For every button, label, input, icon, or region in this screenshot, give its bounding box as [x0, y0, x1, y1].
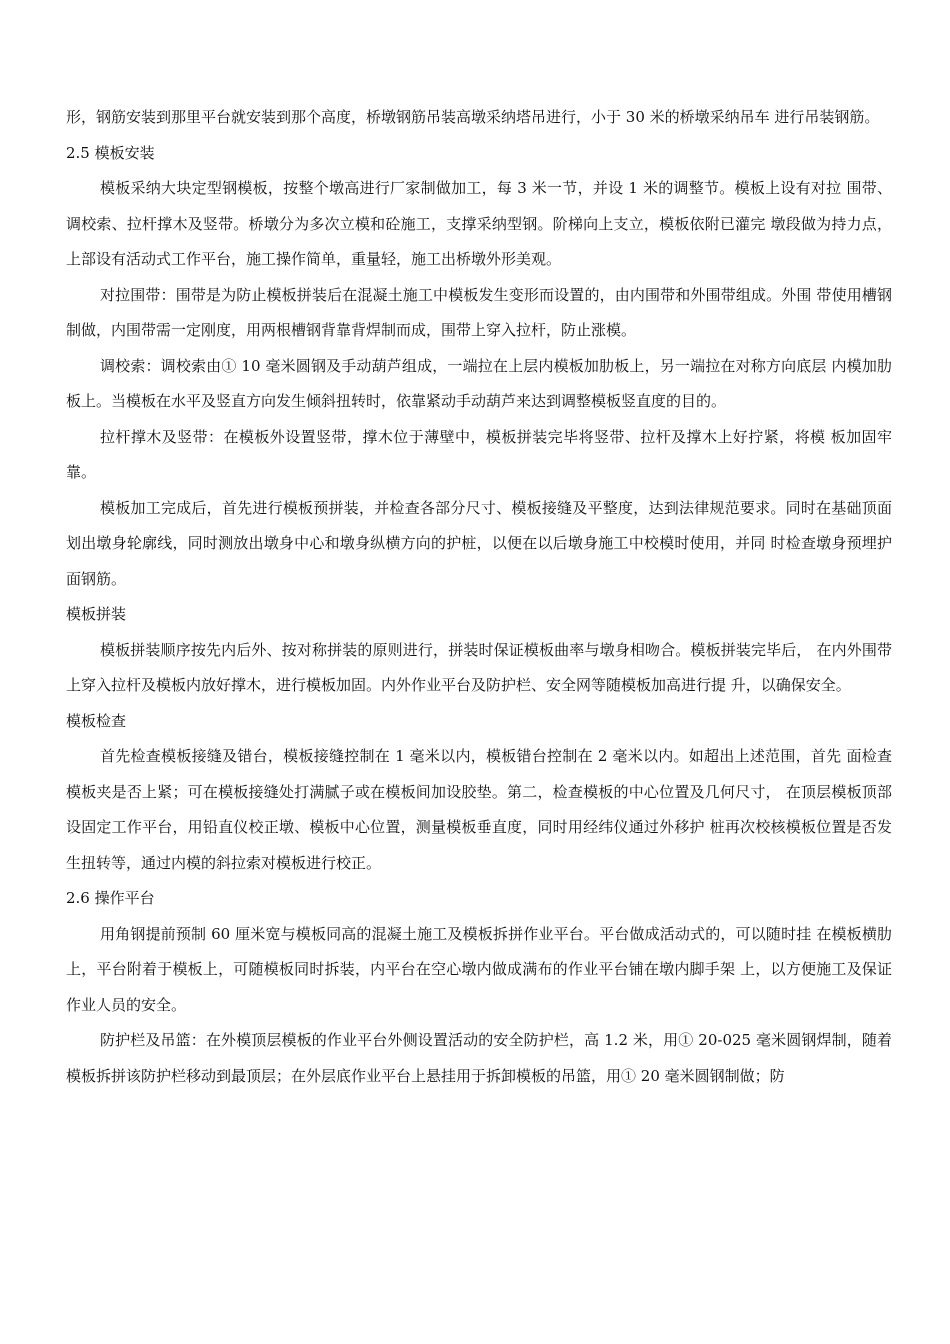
subheading-formwork-inspection: 模板检查: [66, 711, 127, 730]
paragraph-rebar-continuation: 形，钢筋安装到那里平台就安装到那个高度，桥墩钢筋吊装高墩采纳塔吊进行，小于 30 米的桥墩采纳吊车 进行吊装钢筋。: [66, 108, 880, 126]
paragraph-pre-assembly: 模板加工完成后，首先进行模板预拼装，并检查各部分尺寸、模板接缝及平整度，达到法律规范要求。同时在基础顶面划出墩身轮廓线，同时测放出墩身中心和墩身纵横方向的护桩，以便在以后墩身施工中校模时使用，并同 时检查墩身预埋护面钢筋。: [66, 498, 892, 588]
paragraph-brace-and-vertical-band: 拉杆撑木及竖带：在模板外设置竖带，撑木位于薄壁中，模板拼装完毕将竖带、拉杆及撑木上好拧紧，将模 板加固牢靠。: [66, 427, 892, 481]
paragraph-inspection: 首先检查模板接缝及错台，模板接缝控制在 1 毫米以内，模板错台控制在 2 毫米以内。如超出上述范围，首先 面检查模板夹是否上紧；可在模板接缝处打满腻子或在模板间加设胶垫。第二，检查模板的中心位置及几何尺寸， 在顶层模板顶部设固定工作平台，用铅直仪校正墩、模板中心位置，测量模板垂直度，同时用经纬仪通过外移护 桩再次校核模板位置是否发生扭转等，通过内模的斜拉索对模板进行校正。: [66, 747, 892, 872]
paragraph-guardrail-and-basket: 防护栏及吊篮：在外模顶层模板的作业平台外侧设置活动的安全防护栏，高 1.2 米，用① 20-025 毫米圆钢焊制，随着模板拆拼该防护栏移动到最顶层；在外层底作业平台上悬挂用于拆卸模板的吊篮，用① 20 毫米圆钢制做；防: [66, 1031, 892, 1085]
document-body: [66, 100, 892, 1094]
paragraph-adjusting-cable: 调校索：调校索由① 10 毫米圆钢及手动葫芦组成，一端拉在上层内模板加肋板上，另一端拉在对称方向底层 内模加肋板上。当模板在水平及竖直方向发生倾斜扭转时，依靠紧动手动葫芦来达到调整模板竖直度的目的。: [66, 356, 892, 410]
section-heading-formwork-installation: 2.5 模板安装: [66, 143, 155, 162]
subheading-formwork-assembly: 模板拼装: [66, 605, 127, 623]
paragraph-platform: 用角钢提前预制 60 厘米宽与模板同高的混凝土施工及模板拆拼作业平台。平台做成活动式的，可以随时挂 在模板横肋上，平台附着于模板上，可随模板同时拆装，内平台在空心墩内做成满布的作业平台铺在墩内脚手架 上，以方便施工及保证作业人员的安全。: [66, 924, 892, 1014]
paragraph-assembly-order: 模板拼装顺序按先内后外、按对称拼装的原则进行，拼装时保证模板曲率与墩身相吻合。模板拼装完毕后， 在内外围带上穿入拉杆及模板内放好撑木，进行模板加固。内外作业平台及防护栏、安全网等随模板加高进行提 升，以确保安全。: [66, 640, 892, 694]
paragraph-tie-belt: 对拉围带：围带是为防止模板拼装后在混凝土施工中模板发生变形而设置的，由内围带和外围带组成。外围 带使用槽钢制做，内围带需一定刚度，用两根槽钢背靠背焊制而成，围带上穿入拉杆，防止涨模。: [66, 285, 892, 339]
section-heading-work-platform: 2.6 操作平台: [66, 889, 155, 907]
paragraph-formwork-overview: 模板采纳大块定型钢模板，按整个墩高进行厂家制做加工，每 3 米一节，并设 1 米的调整节。模板上设有对拉 围带、调校索、拉杆撑木及竖带。桥墩分为多次立模和砼施工，支撑采纳型钢。阶梯向上支立，模板依附已灌完 墩段做为持力点，上部设有活动式工作平台，施工操作简单，重量轻，施工出桥墩外形美观。: [66, 179, 892, 268]
